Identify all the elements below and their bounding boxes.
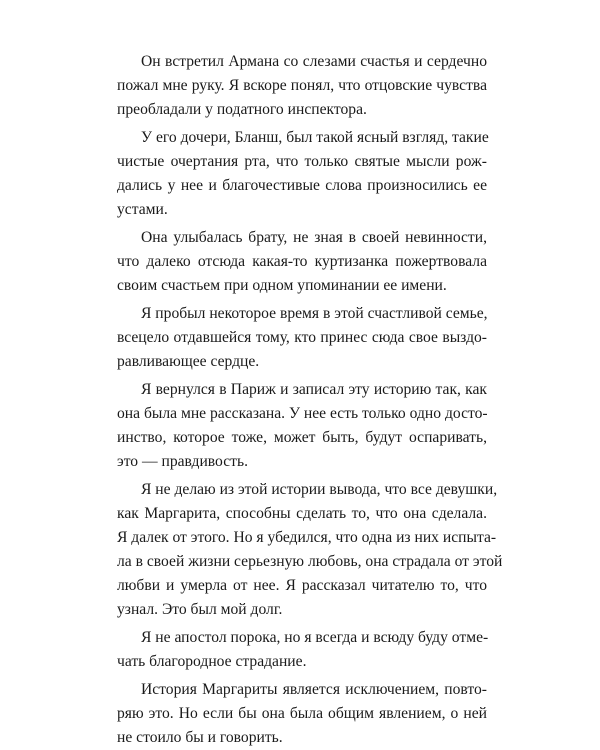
text-line: своим счастьем при одном упоминании ее имени. [117, 277, 447, 294]
paragraph [117, 50, 487, 122]
text-line: пожал мне руку. Я вскоре понял, что отцовские чувства [117, 77, 487, 94]
text-line: ряю это. Но если бы она была общим явлением, о ней [117, 705, 487, 722]
text-line: что далеко отсюда какая-то куртизанка пожертвовала [117, 253, 487, 270]
text-line: У его дочери, Бланш, был такой ясный взгляд, такие [141, 129, 489, 146]
text-line: Она улыбалась брату, не зная в своей невинности, [141, 229, 487, 246]
page-text [117, 50, 503, 750]
text-line: Я далек от этого. Но я убедился, что одна из них испыта- [117, 529, 497, 546]
text-line: узнал. Это был мой долг. [117, 601, 283, 618]
text-line: Я не делаю из этой истории вывода, что все девушки, [141, 481, 498, 498]
text-line: преобладали у податного инспектора. [117, 101, 367, 118]
text-line: дались у нее и благочестивые слова произносились ее [117, 177, 487, 194]
text-line: устами. [117, 201, 168, 218]
text-line: чистые очертания рта, что только святые мысли рож- [117, 153, 487, 170]
paragraph [117, 302, 487, 374]
text-line: Он встретил Армана со слезами счастья и сердечно [141, 53, 487, 70]
paragraph [117, 226, 487, 298]
text-line: она была мне рассказана. У нее есть только одно досто- [117, 405, 488, 422]
text-line: не стоило бы и говорить. [117, 729, 283, 746]
text-line: История Маргариты является исключением, повто- [141, 681, 487, 698]
text-line: любви и умерла от нее. Я рассказал читателю то, что [117, 577, 487, 594]
text-line: ла в своей жизни серьезную любовь, она страдала от этой [117, 553, 503, 570]
paragraph [117, 678, 487, 750]
text-line: равливающее сердце. [117, 353, 260, 370]
paragraph [117, 626, 487, 674]
text-line: чать благородное страдание. [117, 653, 307, 670]
text-line: как Маргарита, способны сделать то, что она сделала. [117, 505, 487, 522]
text-line: Я пробыл некоторое время в этой счастливой семье, [141, 305, 488, 322]
text-line: Я вернулся в Париж и записал эту историю так, как [141, 381, 487, 398]
text-line: инство, которое тоже, может быть, будут оспаривать, [117, 429, 487, 446]
paragraph [117, 126, 487, 222]
paragraph [117, 378, 487, 474]
text-line: всецело отдавшейся тому, кто принес сюда свое выздо- [117, 329, 487, 346]
text-line: это — правдивость. [117, 453, 248, 470]
paragraph [117, 478, 503, 622]
text-line: Я не апостол порока, но я всегда и всюду буду отме- [141, 629, 489, 646]
